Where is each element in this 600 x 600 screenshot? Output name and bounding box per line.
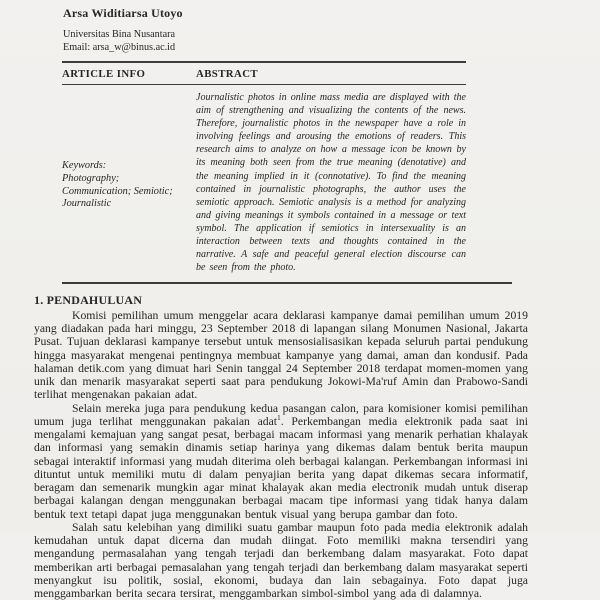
paragraph-2-continued: . Perkembangan media elektronik pada saat ini mengalami kemajuan yang sangat pesat, berbagai macam informasi yang menarik perhatian khalayak dan informasi yang semakin dinamis setiap harinya yang dikemas dalam bentuk berita maupun sebagai interaktif informasi yang mudah diterima oleh berbagai kalangan. Perkembangan informasi ini dituntut untuk memiliki mutu di dalam penyajian berita yang dapat dikemas secara informatif, beragam dan semenarik mungkin agar minat khalayak akan media electronik mudah untuk diserap berbagai kalangan dengan menggunakan berbagai macam tipe informasi yang tidak hanya dalam bentuk text tetapi dapat juga menggunakan bentuk visual yang berupa gambar dan foto.: [34, 414, 528, 521]
paragraph-3: Salah satu kelebihan yang dimiliki suatu gambar maupun foto pada media elektronik adalah kemudahan untuk dapat dicerna dan mudah diingat. Foto memiliki makna tersendiri yang mengandung permasalahan yang tengah terjadi dan berkembang dalam masyarakat. Foto dapat memberikan arti berbagai pemasalahan yang tengah terjadi dan berkembang dalam masyarakat seperti menyangkut isu politik, sosial, ekonomi, budaya dan lain sebagainya. Foto dapat juga menggambarkan berita secara tersirat, menggambarkan simbol-simbol yang ada di dalamnya.: [34, 520, 528, 600]
email-line: Email: arsa_w@binus.ac.id: [63, 41, 176, 53]
abstract-text: Journalistic photos in online mass media are displayed with the aim of strengthening and visualizing the contents of the news. Therefore, journalistic photos in the newspaper have a role in involving feelings and arousing the emotions of readers. This research aims to analyze on how a message icon be known by its meaning both seen from the true meaning (denotative) and the meaning implied in it (connotative). To find the meaning contained in journalistic photographs, the author uses the semiotic approach. Semiotic analysis is a method for analyzing and giving meanings it symbols contained in a message or text symbol. The application if semiotics in intersexuality is an interaction between texts and thoughts contained in the narrative. A safe and peaceful general election discourse can be seen from the photo.: [196, 92, 466, 274]
author-header: [0, 0, 467, 54]
paragraph-2: [34, 402, 528, 521]
info-header-row: [62, 63, 466, 84]
table-bottom-rule: [62, 282, 512, 284]
affiliation-block: [63, 29, 467, 54]
keyword-item: Photography;: [62, 172, 120, 184]
abstract-header: ABSTRACT: [196, 68, 258, 80]
keywords-column: [62, 85, 196, 274]
keyword-item: Journalistic: [62, 198, 112, 210]
abstract-column: [196, 85, 466, 274]
keywords-block: [62, 85, 196, 211]
affiliation: Universitas Bina Nusantara: [63, 29, 176, 40]
keywords-label: Keywords:: [62, 160, 107, 171]
keyword-item: Communication; Semiotic;: [62, 185, 173, 197]
article-info-header: ARTICLE INFO: [62, 68, 146, 80]
section-pendahuluan: [34, 293, 528, 600]
paragraph-2-text: Selain mereka juga para pendukung kedua pasangan calon, para komisioner komisi pemilihan umum juga terlihat menggunakan pakaian adat: [34, 401, 528, 428]
footnote-marker: 1: [277, 412, 281, 422]
author-name: Arsa Widitiarsa Utoyo: [63, 6, 183, 20]
paragraph-1: Komisi pemilihan umum menggelar acara deklarasi kampanye damai pemilihan umum 2019 yang diadakan pada hari minggu, 23 September 2018 di lapangan silang Monumen Nasional, Jakarta Pusat. Tujuan deklarasi kampanye tersebut untuk mensosialisasikan kepada seluruh partai pendukung hingga masyarakat mengenai pentingnya membuat kampanye yang damai, aman dan kondusif. Pada halaman detik.com yang dimuat hari Senin tanggal 24 September 2018 terdapat momen-momen yang unik dan menarik masyarakat seperti saat para pendukung Jokowi-Ma'ruf Amin dan Prabowo-Sandi terlihat mengenakan pakaian adat.: [34, 308, 528, 402]
article-info-table: [62, 85, 466, 274]
spacer: [0, 274, 600, 282]
section-heading: 1. PENDAHULUAN: [34, 292, 143, 307]
